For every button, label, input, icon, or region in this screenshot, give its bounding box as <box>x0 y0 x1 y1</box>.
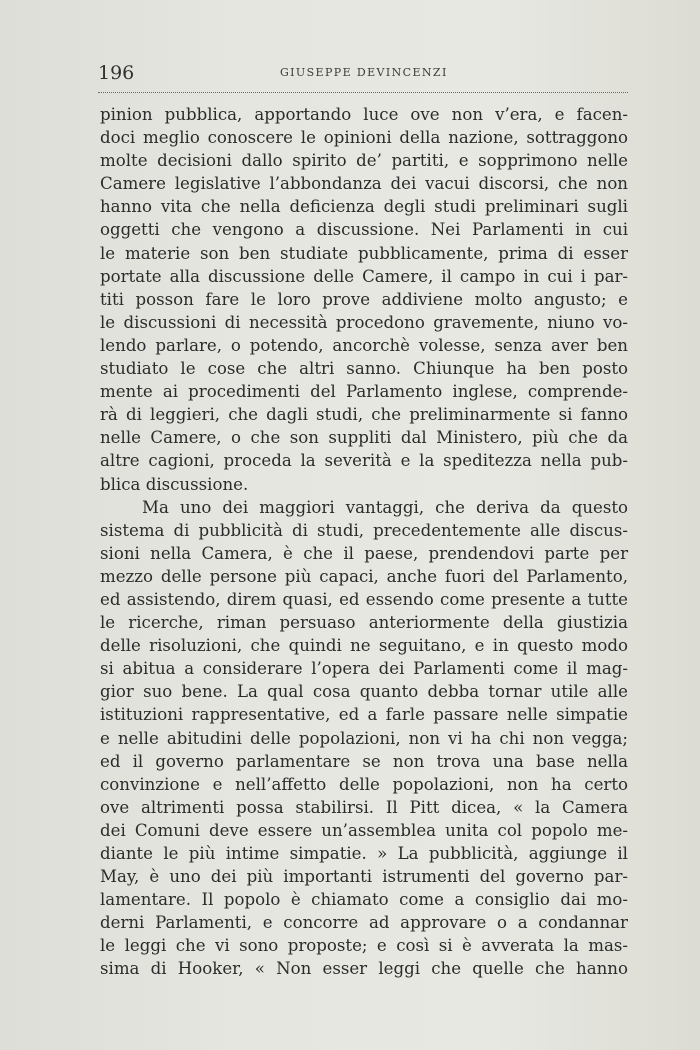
text-line: molte decisioni dallo spirito de’ partiti, e sopprimono nelle <box>100 151 628 171</box>
page-number: 196 <box>98 62 135 84</box>
text-line: si abitua a considerare l’opera dei Parlamenti come il mag- <box>100 659 628 679</box>
body-text <box>100 103 628 981</box>
text-line: lendo parlare, o potendo, ancorchè volesse, senza aver ben <box>100 335 628 355</box>
text-line: ed il governo parlamentare se non trova una base nella <box>100 751 628 771</box>
text-line: rà di leggieri, che dagli studi, che preliminarmente si fanno <box>100 405 628 425</box>
text-line: altre cagioni, proceda la severità e la speditezza nella pub- <box>100 451 628 471</box>
paragraph-first-line: Ma uno dei maggiori vantaggi, che deriva da questo <box>142 497 628 517</box>
text-line: le ricerche, riman persuaso anteriormente della giustizia <box>100 613 628 633</box>
text-line: sima di Hooker, « Non esser leggi che quelle che hanno <box>100 959 628 979</box>
text-line: pinion pubblica, apportando luce ove non v’era, e facen- <box>100 105 628 124</box>
text-line: diante le più intime simpatie. » La pubblicità, aggiunge il <box>100 844 628 863</box>
header-rule <box>98 92 628 93</box>
text-line: doci meglio conoscere le opinioni della nazione, sottraggono <box>100 128 628 148</box>
text-line: studiato le cose che altri sanno. Chiunque ha ben posto <box>100 359 628 379</box>
text-line: nelle Camere, o che son suppliti dal Ministero, più che da <box>100 428 628 448</box>
text-line: convinzione e nell’affetto delle popolazioni, non ha certo <box>100 774 628 794</box>
text-line: Camere legislative l’abbondanza dei vacui discorsi, che non <box>100 174 628 194</box>
page-header <box>98 62 628 92</box>
paragraph-end-line: blica discussione. <box>100 474 249 494</box>
text-line: mezzo delle persone più capaci, anche fuori del Parlamento, <box>100 566 628 586</box>
running-head: GIUSEPPE DEVINCENZI <box>280 66 448 79</box>
text-line: gior suo bene. La qual cosa quanto debba tornar utile alle <box>100 682 628 702</box>
text-line: e nelle abitudini delle popolazioni, non vi ha chi non vegga; <box>100 728 628 748</box>
text-line: ed assistendo, direm quasi, ed essendo come presente a tutte <box>100 589 628 609</box>
text-line: May, è uno dei più importanti istrumenti del governo par- <box>100 867 628 887</box>
text-line: portate alla discussione delle Camere, il campo in cui i par- <box>100 266 628 286</box>
text-line: le leggi che vi sono proposte; e così si è avverata la mas- <box>100 936 628 956</box>
text-line: dei Comuni deve essere un’assemblea unita col popolo me- <box>100 820 628 840</box>
text-line: mente ai procedimenti del Parlamento inglese, comprende- <box>100 382 628 402</box>
text-line: delle risoluzioni, che quindi ne seguitano, e in questo modo <box>100 636 628 656</box>
text-line: derni Parlamenti, e concorre ad approvare o a condannar <box>100 913 628 933</box>
text-line: hanno vita che nella deficienza degli studi preliminari sugli <box>100 197 628 217</box>
text-line: sioni nella Camera, è che il paese, prendendovi parte per <box>100 543 628 563</box>
text-line: sistema di pubblicità di studi, precedentemente alle discus- <box>100 520 628 540</box>
text-line: ove altrimenti possa stabilirsi. Il Pitt dicea, « la Camera <box>100 797 628 817</box>
text-line: lamentare. Il popolo è chiamato come a consiglio dai mo- <box>100 890 628 910</box>
text-line: istituzioni rappresentative, ed a farle passare nelle simpatie <box>100 705 628 725</box>
text-line: le discussioni di necessità procedono gravemente, niuno vo- <box>100 312 628 332</box>
text-line: oggetti che vengono a discussione. Nei Parlamenti in cui <box>100 220 628 240</box>
text-line: le materie son ben studiate pubblicamente, prima di esser <box>100 243 628 263</box>
text-line: titi posson fare le loro prove addiviene molto angusto; e <box>100 289 628 309</box>
